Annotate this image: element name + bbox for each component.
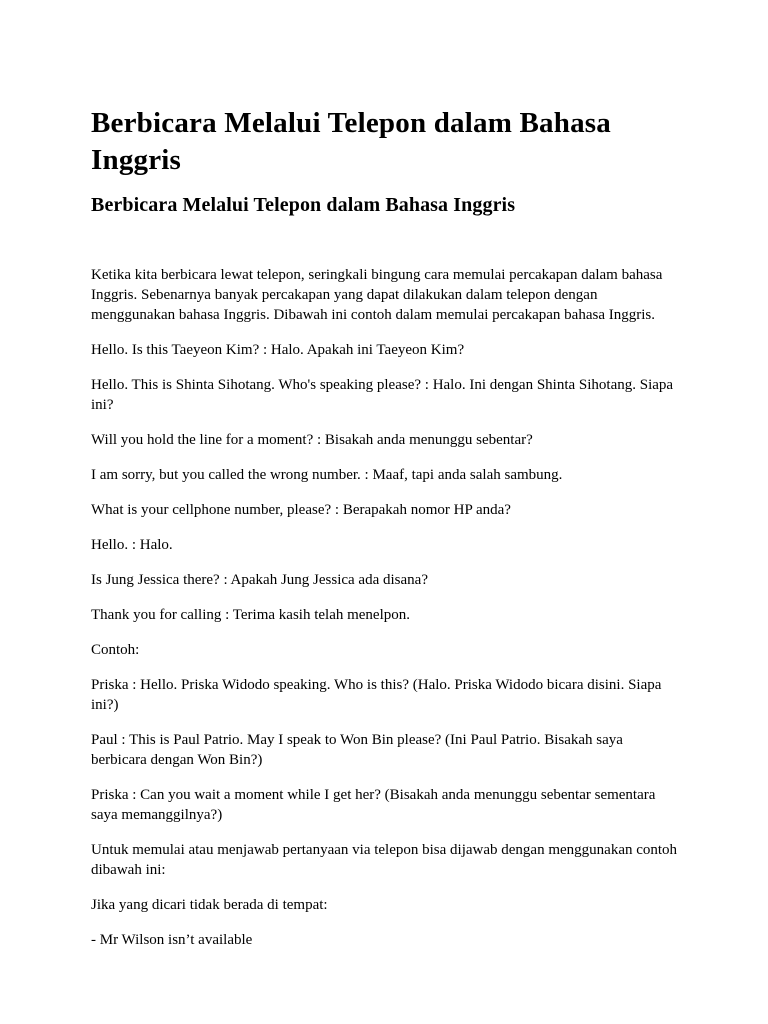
paragraph-dialog-priska-1: Priska : Hello. Priska Widodo speaking. Who is this? (Halo. Priska Widodo bicara disini. Siapa ini?) <box>91 677 662 713</box>
document-content <box>91 105 678 965</box>
document-title: Berbicara Melalui Telepon dalam Bahasa Inggris <box>91 107 611 176</box>
paragraph-jika-yang-dicari: Jika yang dicari tidak berada di tempat: <box>91 897 328 913</box>
document-subtitle: Berbicara Melalui Telepon dalam Bahasa Inggris <box>91 194 516 216</box>
paragraph-phrase-hello: Hello. : Halo. <box>91 537 173 553</box>
paragraph-contoh-label: Contoh: <box>91 642 140 658</box>
paragraph-untuk-memulai: Untuk memulai atau menjawab pertanyaan via telepon bisa dijawab dengan menggunakan contoh dibawah ini: <box>91 842 678 878</box>
paragraph-phrase-thank-you: Thank you for calling : Terima kasih telah menelpon. <box>91 607 410 623</box>
paragraph-phrase-hold-line: Will you hold the line for a moment? : Bisakah anda menunggu sebentar? <box>91 432 533 448</box>
paragraph-dialog-paul: Paul : This is Paul Patrio. May I speak to Won Bin please? (Ini Paul Patrio. Bisakah saya berbicara dengan Won Bin?) <box>91 732 623 768</box>
paragraph-phrase-jung-jessica: Is Jung Jessica there? : Apakah Jung Jessica ada disana? <box>91 572 428 588</box>
paragraph-phrase-taeyeon: Hello. Is this Taeyeon Kim? : Halo. Apakah ini Taeyeon Kim? <box>91 342 465 358</box>
paragraph-intro: Ketika kita berbicara lewat telepon, seringkali bingung cara memulai percakapan dalam bahasa Inggris. Sebenarnya banyak percakapan yang dapat dilakukan dalam telepon dengan menggunakan bahasa Inggris. Dibawah ini contoh dalam memulai percakapan bahasa Inggris. <box>91 267 663 323</box>
paragraph-phrase-wrong-number: I am sorry, but you called the wrong number. : Maaf, tapi anda salah sambung. <box>91 467 563 483</box>
paragraph-mr-wilson: - Mr Wilson isn’t available <box>91 932 253 948</box>
paragraph-phrase-cellphone-number: What is your cellphone number, please? : Berapakah nomor HP anda? <box>91 502 511 518</box>
paragraph-dialog-priska-2: Priska : Can you wait a moment while I get her? (Bisakah anda menunggu sebentar sementara saya memanggilnya?) <box>91 787 656 823</box>
paragraph-phrase-shinta: Hello. This is Shinta Sihotang. Who's speaking please? : Halo. Ini dengan Shinta Sihotang. Siapa ini? <box>91 377 674 413</box>
